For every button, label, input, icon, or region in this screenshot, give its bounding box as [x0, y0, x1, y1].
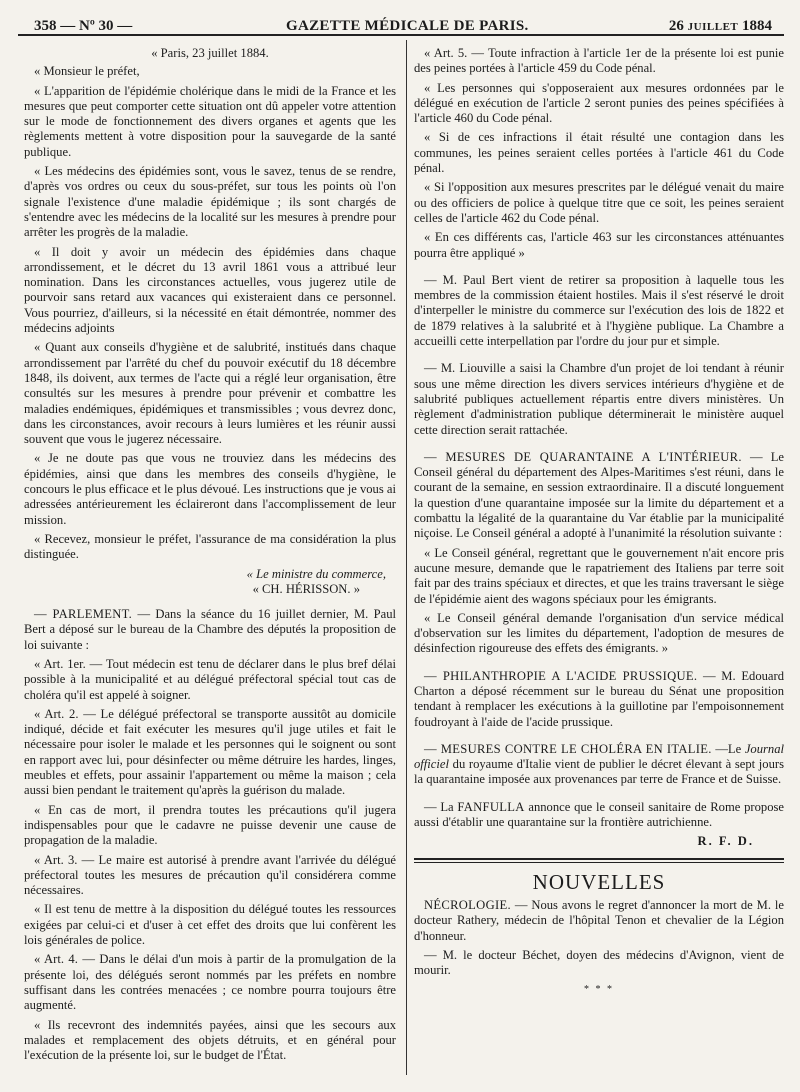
- article: « Ils recevront des indemnités payées, ainsi que les secours aux malades et remplacement des objets détruits, et en général pour l'exécution de la présente loi, sur le budget de l'État.: [24, 1017, 396, 1063]
- section-heading: — PHILANTHROPIE A L'ACIDE PRUSSIQUE.: [424, 668, 698, 683]
- news-item: — MESURES DE QUARANTAINE A L'INTÉRIEUR. — Le Conseil général du département des Alpes-Maritimes s'est réuni, dans le courant de la semaine, en session extraordinaire. Il a discuté longuement la question d'une quarantaine imposée sur la limite du département et a combattu la légalité de la quarantaine du Var établie par la municipalité niçoise. Le Conseil général a adopté à l'unanimité la résolution suivante :: [414, 449, 784, 541]
- article: « Art. 4. — Dans le délai d'un mois à partir de la promulgation de la présente loi, des délégués seront nommés par les préfets en nombre suffisant dans les contrées menacées ; ce nombre pourra toujours être augmenté.: [24, 952, 396, 1013]
- left-column: [24, 46, 396, 1067]
- right-column: [414, 46, 784, 1002]
- paragraph: « L'apparition de l'épidémie cholérique dans le midi de la France et les mesures que peut comporter cette situation ont dû appeler votre attention sur le mode de fonctionnement des divers organes et agents que les règlements mettent à votre disposition pour la sauvegarde de la santé publique.: [24, 83, 396, 159]
- issue-date: 26 JUILLET 1884: [668, 18, 772, 34]
- article: « Les personnes qui s'opposeraient aux mesures ordonnées par le délégué en exécution de l'article 2 seront punies des peines spécifiées à l'article 460 du Code pénal.: [414, 80, 784, 126]
- news-item: « Le Conseil général, regrettant que le gouvernement n'ait encore pris aucune mesure, demande que le rapatriement des Italiens par terre soit fait par des trains spéciaux et directes, et que les trains traversant le siège de l'épidémie aient des wagons spéciaux pour les émigrants.: [414, 545, 784, 606]
- section-heading: NÉCROLOGIE.: [424, 897, 511, 912]
- column-divider: [406, 40, 407, 1075]
- nouvelles-heading: NOUVELLES: [532, 869, 666, 894]
- news-item: — M. Liouville a saisi la Chambre d'un projet de loi tendant à réunir sous une même direction les divers services intérieurs d'hygiène et de salubrité publiques actuellement répartis entre divers ministères. Un règlement d'administration publique déterminerait le ministère auquel cette direction serait rattachée.: [414, 361, 784, 437]
- article: « Il est tenu de mettre à la disposition du délégué toutes les ressources exigées par celui-ci et d'user à cet effet des droits que lui confèrent les lois générales de police.: [24, 902, 396, 948]
- news-item: — MESURES CONTRE LE CHOLÉRA EN ITALIE. —Le Journal officiel du royaume d'Italie vient de publier le décret élevant à sept jours la quarantaine imposée aux provenances par terre de France et de Suisse.: [414, 741, 784, 787]
- letter-date: « Paris, 23 juillet 1884.: [151, 46, 269, 60]
- author-initials: R. F. D.: [697, 834, 754, 849]
- paragraph: « Je ne doute pas que vous ne trouviez dans les médecins des épidémies, ainsi que dans les membres des conseils d'hygiène, le concours le plus efficace et le plus dévoué. Les instructions que je vous ai adressées antérieurement les éclaireront dans l'accomplissement de leur mission.: [24, 451, 396, 527]
- news-item: — La FANFULLA annonce que le conseil sanitaire de Rome propose aussi d'établir une quarantaine sur la frontière autrichienne.: [414, 799, 784, 830]
- news-item: — PHILANTHROPIE A L'ACIDE PRUSSIQUE. — M. Edouard Charton a déposé récemment sur le bureau du Sénat une proposition tendant à remplacer les exécutions à la guillotine par l'empoisonnement foudroyant à l'aide de l'acide prussique.: [414, 668, 784, 729]
- article: « Si de ces infractions il était résulté une contagion dans les communes, les peines seraient celles portées à l'article 461 du Code pénal.: [414, 130, 784, 176]
- article: « Art. 3. — Le maire est autorisé à prendre avant l'arrivée du délégué préfectoral toutes les mesures de précaution qu'il considérera comme nécessaires.: [24, 852, 396, 898]
- journal-title: GAZETTE MÉDICALE DE PARIS.: [286, 18, 529, 34]
- article: « Art. 5. — Toute infraction à l'article 1er de la présente loi est punie des peines portées à l'article 459 du Code pénal.: [414, 46, 784, 76]
- letter-salutation: « Monsieur le préfet,: [34, 64, 140, 79]
- page-number: 358 — Nº 30 —: [34, 18, 133, 34]
- article: « Art. 1er. — Tout médecin est tenu de déclarer dans le plus bref délai possible à la municipalité et au délégué préfectoral spécial tout cas de choléra qu'il est appelé à soigner.: [24, 656, 396, 702]
- news-item: — M. le docteur Béchet, doyen des médecins d'Avignon, vient de mourir.: [414, 947, 784, 978]
- paragraph: « Les médecins des épidémies sont, vous le savez, tenus de se rendre, d'après vos ordres ou ceux du sous-préfet, sur tous les points où l'on signale l'existence d'une maladie épidémique ; ils sont chargés de s'entendre avec les médecins de la localité sur les mesures à prendre pour arrêter les progrès de la maladie.: [24, 164, 396, 240]
- news-item: « Le Conseil général demande l'organisation d'un service médical d'observation sur les limites du département, l'adoption de mesures de désinfection rigoureuse des effets des émigrants. »: [414, 610, 784, 656]
- article: « En cas de mort, il prendra toutes les précautions qu'il jugera indispensables pour que le cadavre ne puisse devenir une cause de propagation de la maladie.: [24, 802, 396, 848]
- parlement-paragraph: — PARLEMENT. — Dans la séance du 16 juillet dernier, M. Paul Bert a déposé sur le bureau de la Chambre des députés la proposition de loi suivante :: [24, 607, 397, 652]
- article: « Art. 2. — Le délégué préfectoral se transporte aussitôt au domicile indiqué, décide et fait exécuter les mesures qu'il juge utiles et fait le nécessaire pour isoler le malade et les personnes qui le soignent ou sont en rapport avec lui, pour désinfecter ou même détruire les hardes, linges, meubles et effets, pour assainir l'appartement ou même la maison ; cela aussi bien pendant le traitement qu'après la guérison du malade.: [24, 706, 396, 798]
- signature-name: « CH. HÉRISSON. »: [252, 581, 360, 596]
- paragraph: « Il doit y avoir un médecin des épidémies dans chaque arrondissement, et le décret du 13 avril 1861 vous a attribué leur nomination. Dans les circonstances actuelles, vous jugerez utile de pourvoir sans retard aux vacances qui existeraient dans ce personnel. Vous pourriez, d'ailleurs, si la nécessité en était démontrée, nommer des médecins adjoints: [24, 244, 396, 336]
- asterism: * * *: [584, 984, 614, 996]
- article: « En ces différents cas, l'article 463 sur les circonstances atténuantes pourra être appliqué »: [414, 230, 784, 260]
- news-item: NÉCROLOGIE. — Nous avons le regret d'annoncer la mort de M. le docteur Rathery, médecin de l'hôpital Tenon et chevalier de la Légion d'honneur.: [414, 897, 784, 943]
- article: « Si l'opposition aux mesures prescrites par le délégué venait du maire ou des officiers de police à quelque titre que ce soit, les peines seraient celles de l'article 462 du Code pénal.: [414, 180, 784, 225]
- signature-title: « Le ministre du commerce,: [246, 566, 386, 581]
- section-separator: [414, 858, 784, 863]
- section-heading: — MESURES DE QUARANTAINE A L'INTÉRIEUR.: [424, 449, 742, 464]
- section-heading: — MESURES CONTRE LE CHOLÉRA EN ITALIE.: [424, 741, 712, 756]
- section-heading: — PARLEMENT.: [34, 607, 133, 622]
- paragraph: « Recevez, monsieur le préfet, l'assurance de ma considération la plus distinguée.: [24, 531, 396, 562]
- page-header: [18, 8, 784, 36]
- news-item: — M. Paul Bert vient de retirer sa proposition à laquelle tous les membres de la commission étaient hostiles. Mais il s'est réservé le droit d'interpeller le ministre du commerce sur l'exécution des lois de 1822 et de 1879 relatives à la salubrité et à l'hygiène publique. La Chambre a accueilli cette interpellation par l'ordre du jour pur et simple.: [414, 272, 784, 349]
- paragraph: « Quant aux conseils d'hygiène et de salubrité, institués dans chaque arrondissement par l'arrêté du chef du pouvoir exécutif du 18 décembre 1848, ils doivent, aux termes de l'acte qui a réglé leur organisation, être consultés sur les mesures à prendre pour prévenir et combattre les maladies endémiques, épidémiques et transmissibles ; vous devrez donc, dans les circonstances, avoir recours à leurs lumières et les réunir aussi souvent que vous le jugerez nécessaire.: [24, 340, 396, 447]
